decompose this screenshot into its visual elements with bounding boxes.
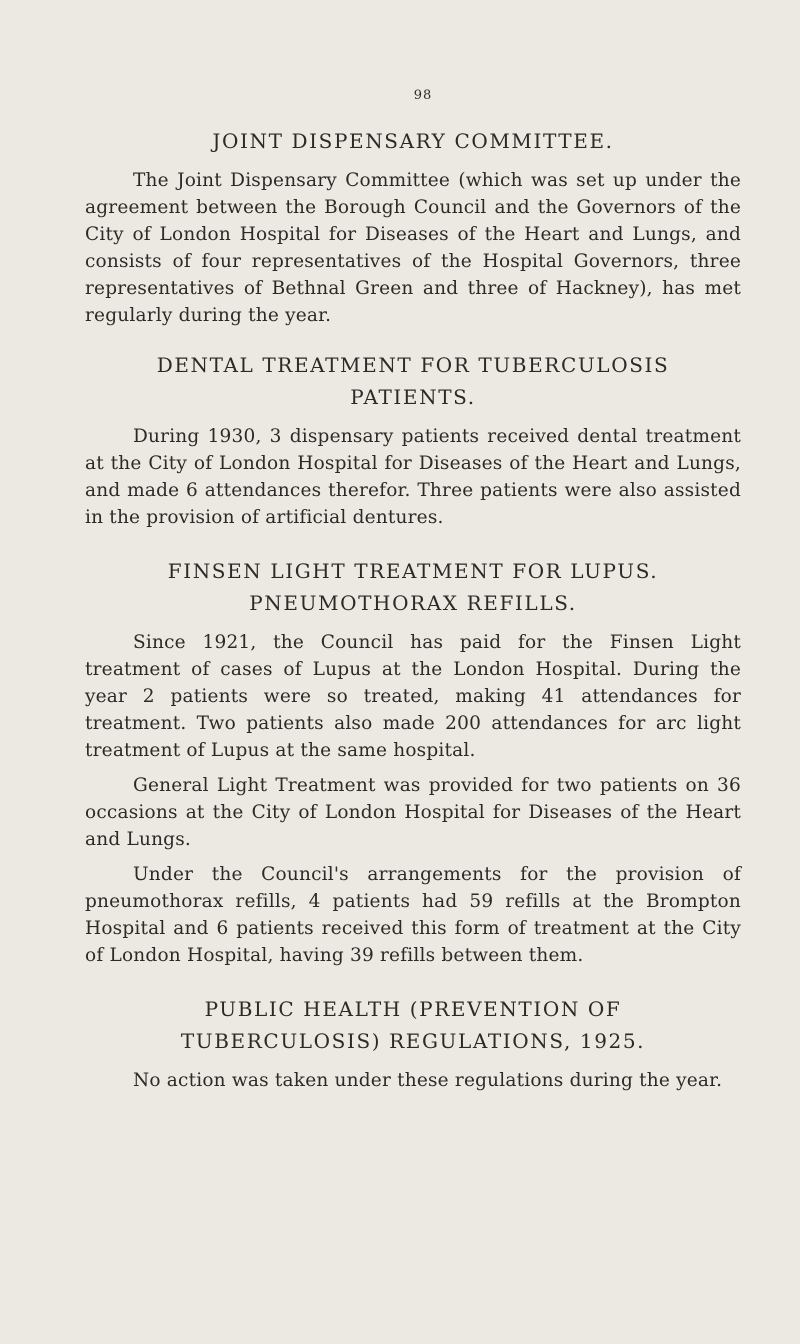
section-joint-dispensary-committee bbox=[85, 125, 741, 329]
document-page bbox=[85, 88, 741, 1110]
section-finsen-light-treatment bbox=[85, 555, 741, 969]
heading-line: PNEUMOTHORAX REFILLS. bbox=[249, 591, 577, 615]
heading-line: PATIENTS. bbox=[350, 385, 476, 409]
section-dental-treatment bbox=[85, 349, 741, 531]
heading-line: FINSEN LIGHT TREATMENT FOR LUPUS. bbox=[167, 559, 659, 583]
heading-line: PUBLIC HEALTH (PREVENTION OF bbox=[204, 997, 622, 1021]
heading-line: TUBERCULOSIS) REGULATIONS, 1925. bbox=[180, 1029, 646, 1053]
section-heading bbox=[85, 993, 741, 1057]
section-heading bbox=[85, 349, 741, 413]
paragraph: Since 1921, the Council has paid for the Finsen Light treatment of cases of Lupus at the London Hospital. During the year 2 patients were so treated, making 41 attendances for treatment. Two patients also made 200 attendances for arc light treatment of Lupus at the same hospital. bbox=[85, 632, 741, 761]
page-number: 98 bbox=[413, 88, 433, 103]
section-heading bbox=[85, 555, 741, 619]
paragraph: The Joint Dispensary Committee (which was set up under the agreement between the Borough Council and the Governors of the City of London Hospital for Diseases of the Heart and Lungs, and consists of four representatives of the Hospital Governors, three representatives of Bethnal Green and three of Hackney), has met regularly during the year. bbox=[85, 170, 741, 326]
section-heading bbox=[85, 125, 741, 157]
paragraph: Under the Council's arrangements for the provision of pneumothorax refills, 4 patients had 59 refills at the Brompton Hospital and 6 patients received this form of treatment at the City of London Hospital, having 39 refills between them. bbox=[85, 864, 741, 966]
paragraph: No action was taken under these regulations during the year. bbox=[133, 1070, 723, 1091]
paragraph: General Light Treatment was provided for two patients on 36 occasions at the City of London Hospital for Diseases of the Heart and Lungs. bbox=[85, 775, 741, 850]
heading-line: JOINT DISPENSARY COMMITTEE. bbox=[212, 129, 614, 153]
paragraph: During 1930, 3 dispensary patients received dental treatment at the City of London Hospital for Diseases of the Heart and Lungs, and made 6 attendances therefor. Three patients were also assisted in the provision of artificial dentures. bbox=[85, 426, 741, 528]
heading-line: DENTAL TREATMENT FOR TUBERCULOSIS bbox=[156, 353, 670, 377]
section-public-health-regulations bbox=[85, 993, 741, 1094]
